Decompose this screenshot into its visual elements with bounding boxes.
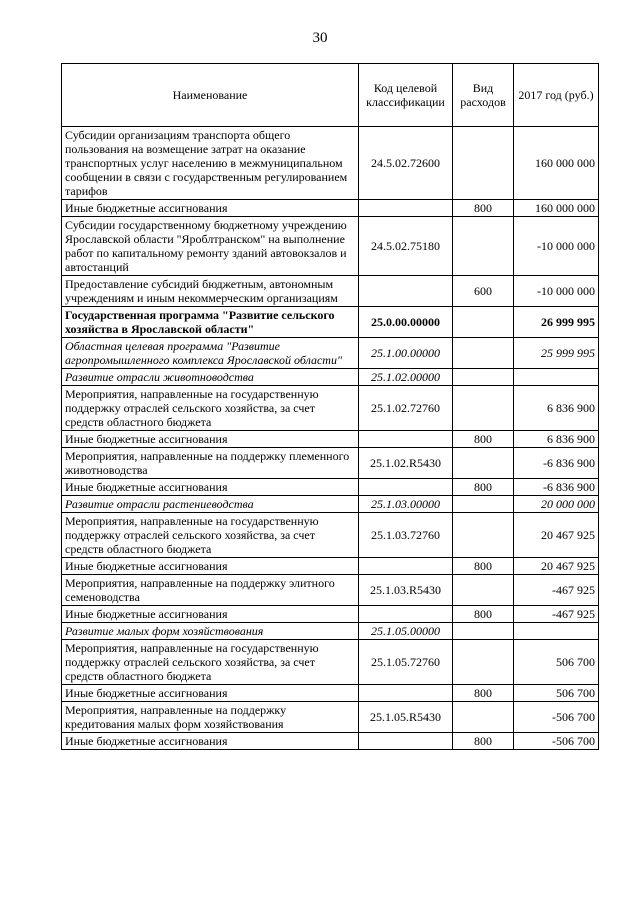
cell-amount: -467 925 xyxy=(514,606,599,623)
cell-code: 25.1.00.00000 xyxy=(359,338,453,369)
cell-expense-type: 800 xyxy=(453,200,514,217)
table-row xyxy=(62,217,599,276)
cell-expense-type xyxy=(453,338,514,369)
cell-expense-type xyxy=(453,496,514,513)
cell-amount: -10 000 000 xyxy=(514,276,599,307)
cell-code: 25.1.03.00000 xyxy=(359,496,453,513)
table-row xyxy=(62,431,599,448)
cell-expense-type xyxy=(453,217,514,276)
cell-expense-type: 800 xyxy=(453,685,514,702)
cell-amount xyxy=(514,623,599,640)
cell-code xyxy=(359,558,453,575)
cell-amount: 20 467 925 xyxy=(514,513,599,558)
table-row xyxy=(62,606,599,623)
cell-name: Государственная программа "Развитие сельского хозяйства в Ярославской области" xyxy=(62,307,359,338)
table-row xyxy=(62,640,599,685)
cell-code xyxy=(359,606,453,623)
cell-code: 24.5.02.72600 xyxy=(359,127,453,200)
cell-expense-type xyxy=(453,386,514,431)
cell-name: Мероприятия, направленные на государственную поддержку отраслей сельского хозяйства, за счет средств областного бюджета xyxy=(62,513,359,558)
cell-code: 25.1.05.72760 xyxy=(359,640,453,685)
cell-amount: 506 700 xyxy=(514,640,599,685)
cell-amount: 160 000 000 xyxy=(514,127,599,200)
cell-amount: 26 999 995 xyxy=(514,307,599,338)
cell-name: Мероприятия, направленные на поддержку элитного семеноводства xyxy=(62,575,359,606)
cell-amount: 506 700 xyxy=(514,685,599,702)
cell-expense-type: 600 xyxy=(453,276,514,307)
cell-amount: 20 467 925 xyxy=(514,558,599,575)
table-row xyxy=(62,575,599,606)
cell-code xyxy=(359,733,453,750)
cell-name: Иные бюджетные ассигнования xyxy=(62,558,359,575)
table-row xyxy=(62,338,599,369)
cell-code: 25.1.02.R5430 xyxy=(359,448,453,479)
cell-expense-type: 800 xyxy=(453,606,514,623)
cell-name: Мероприятия, направленные на государственную поддержку отраслей сельского хозяйства, за счет средств областного бюджета xyxy=(62,386,359,431)
table-row xyxy=(62,685,599,702)
cell-amount: -10 000 000 xyxy=(514,217,599,276)
cell-expense-type: 800 xyxy=(453,733,514,750)
cell-expense-type: 800 xyxy=(453,558,514,575)
cell-code xyxy=(359,276,453,307)
cell-name: Предоставление субсидий бюджетным, автономным учреждениям и иным некоммерческим организациям xyxy=(62,276,359,307)
cell-amount: -506 700 xyxy=(514,702,599,733)
cell-expense-type xyxy=(453,448,514,479)
cell-expense-type xyxy=(453,702,514,733)
header-amount: 2017 год (руб.) xyxy=(514,64,599,127)
table-row xyxy=(62,479,599,496)
cell-name: Иные бюджетные ассигнования xyxy=(62,479,359,496)
cell-code: 25.1.02.72760 xyxy=(359,386,453,431)
cell-name: Иные бюджетные ассигнования xyxy=(62,685,359,702)
cell-amount xyxy=(514,369,599,386)
cell-name: Иные бюджетные ассигнования xyxy=(62,606,359,623)
cell-code xyxy=(359,431,453,448)
cell-amount: -467 925 xyxy=(514,575,599,606)
cell-name: Субсидии государственному бюджетному учреждению Ярославской области "Яроблтранском" на выполнение работ по капитальному ремонту зданий автовокзалов и автостанций xyxy=(62,217,359,276)
table-row xyxy=(62,448,599,479)
header-type: Вид расходов xyxy=(453,64,514,127)
table-row xyxy=(62,623,599,640)
cell-expense-type xyxy=(453,307,514,338)
cell-amount: -6 836 900 xyxy=(514,479,599,496)
table-body xyxy=(62,127,599,750)
cell-name: Иные бюджетные ассигнования xyxy=(62,733,359,750)
cell-expense-type: 800 xyxy=(453,431,514,448)
budget-table xyxy=(61,63,599,750)
cell-amount: -6 836 900 xyxy=(514,448,599,479)
cell-code: 25.0.00.00000 xyxy=(359,307,453,338)
table-row xyxy=(62,513,599,558)
cell-code xyxy=(359,479,453,496)
cell-amount: 20 000 000 xyxy=(514,496,599,513)
header-name: Наименование xyxy=(62,64,359,127)
cell-code xyxy=(359,685,453,702)
cell-name: Развитие отрасли животноводства xyxy=(62,369,359,386)
page-number: 30 xyxy=(312,30,328,46)
cell-amount: 6 836 900 xyxy=(514,431,599,448)
cell-code: 25.1.03.R5430 xyxy=(359,575,453,606)
cell-expense-type: 800 xyxy=(453,479,514,496)
cell-name: Мероприятия, направленные на государственную поддержку отраслей сельского хозяйства, за счет средств областного бюджета xyxy=(62,640,359,685)
table-row xyxy=(62,733,599,750)
cell-expense-type xyxy=(453,127,514,200)
cell-code: 25.1.05.00000 xyxy=(359,623,453,640)
table-header-row xyxy=(62,64,599,127)
table-row xyxy=(62,496,599,513)
cell-expense-type xyxy=(453,575,514,606)
cell-expense-type xyxy=(453,623,514,640)
cell-name: Мероприятия, направленные на поддержку племенного животноводства xyxy=(62,448,359,479)
cell-amount: 160 000 000 xyxy=(514,200,599,217)
cell-code xyxy=(359,200,453,217)
cell-amount: 6 836 900 xyxy=(514,386,599,431)
cell-amount: -506 700 xyxy=(514,733,599,750)
table-row xyxy=(62,369,599,386)
cell-code: 25.1.02.00000 xyxy=(359,369,453,386)
header-code: Код целевой классификации xyxy=(359,64,453,127)
cell-name: Иные бюджетные ассигнования xyxy=(62,200,359,217)
cell-amount: 25 999 995 xyxy=(514,338,599,369)
cell-expense-type xyxy=(453,640,514,685)
cell-name: Мероприятия, направленные на поддержку кредитования малых форм хозяйствования xyxy=(62,702,359,733)
table-row xyxy=(62,386,599,431)
table-row xyxy=(62,558,599,575)
cell-code: 25.1.05.R5430 xyxy=(359,702,453,733)
cell-name: Иные бюджетные ассигнования xyxy=(62,431,359,448)
table-row xyxy=(62,702,599,733)
cell-name: Развитие малых форм хозяйствования xyxy=(62,623,359,640)
cell-code: 24.5.02.75180 xyxy=(359,217,453,276)
cell-name: Развитие отрасли растениеводства xyxy=(62,496,359,513)
cell-expense-type xyxy=(453,513,514,558)
cell-code: 25.1.03.72760 xyxy=(359,513,453,558)
table-row xyxy=(62,200,599,217)
cell-expense-type xyxy=(453,369,514,386)
table-row xyxy=(62,276,599,307)
table-row xyxy=(62,307,599,338)
cell-name: Областная целевая программа "Развитие агропромышленного комплекса Ярославской области" xyxy=(62,338,359,369)
table-row xyxy=(62,127,599,200)
cell-name: Субсидии организациям транспорта общего пользования на возмещение затрат на оказание транспортных услуг населению в межмуниципальном сообщении в связи с государственным регулированием тарифов xyxy=(62,127,359,200)
